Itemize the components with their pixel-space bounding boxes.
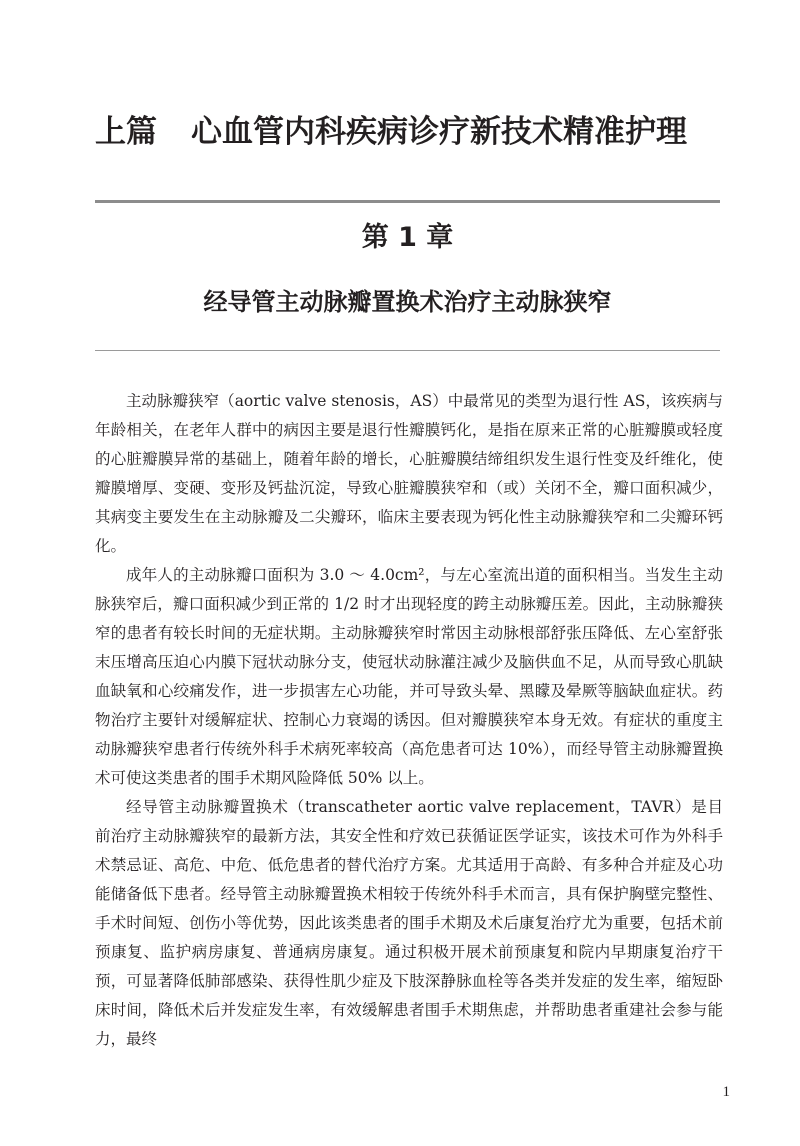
page-number: 1 — [722, 1084, 730, 1100]
chapter-number: 第 1 章 — [361, 222, 454, 253]
paragraph-3: 经导管主动脉瓣置换术（transcatheter aortic valve replacement，TAVR）是目前治疗主动脉瓣狭窄的最新方法，其安全性和疗效已获循证医学证实，该技术可作为外科手术禁忌证、高危、中危、低危患者的替代治疗方案。尤其适用于高龄、有多种合并症及心功能储备低下患者。经导管主动脉瓣置换术相较于传统外科手术而言，具有保护胸壁完整性、手术时间短、创伤小等优势，因此该类患者的围手术期及术后康复治疗尤为重要，包括术前预康复、监护病房康复、普通病房康复。通过积极开展术前预康复和院内早期康复治疗干预，可显著降低肺部感染、获得性肌少症及下肢深静脉血栓等各类并发症的发生率，缩短卧床时间，降低术后并发症发生率，有效缓解患者围手术期焦虑，并帮助患者重建社会参与能力，最终 — [95, 798, 723, 1048]
paragraph-1: 主动脉瓣狭窄（aortic valve stenosis，AS）中最常见的类型为退行性 AS，该疾病与年龄相关，在老年人群中的病因主要是退行性瓣膜钙化，是指在原来正常的心脏瓣膜或轻度的心脏瓣膜异常的基础上，随着年龄的增长，心脏瓣膜结缔组织发生退行性变及纤维化，使瓣膜增厚、变硬、变形及钙盐沉淀，导致心脏瓣膜狭窄和（或）关闭不全，瓣口面积减少，其病变主要发生在主动脉瓣及二尖瓣环，临床主要表现为钙化性主动脉瓣狭窄和二尖瓣环钙化。 — [95, 392, 723, 555]
part-heading: 心血管内科疾病诊疗新技术精准护理 — [191, 114, 687, 150]
part-title — [95, 112, 735, 152]
part-divider — [95, 200, 720, 203]
chapter-divider — [95, 350, 720, 351]
body-text — [95, 387, 723, 1054]
chapter-title: 经导管主动脉瓣置换术治疗主动脉狭窄 — [203, 288, 612, 316]
paragraph-2: 成年人的主动脉瓣口面积为 3.0 ～ 4.0cm²，与左心室流出道的面积相当。当发生主动脉狭窄后，瓣口面积减少到正常的 1/2 时才出现轻度的跨主动脉瓣压差。因此，主动脉瓣狭窄的患者有较长时间的无症状期。主动脉瓣狭窄时常因主动脉根部舒张压降低、左心室舒张末压增高压迫心内膜下冠状动脉分支，使冠状动脉灌注减少及脑供血不足，从而导致心肌缺血缺氧和心绞痛发作，进一步损害左心功能，并可导致头晕、黑矇及晕厥等脑缺血症状。药物治疗主要针对缓解症状、控制心力衰竭的诱因。但对瓣膜狭窄本身无效。有症状的重度主动脉瓣狭窄患者行传统外科手术病死率较高（高危患者可达 10%），而经导管主动脉瓣置换术可使这类患者的围手术期风险降低 50% 以上。 — [95, 566, 723, 787]
part-label: 上篇 — [95, 114, 157, 150]
